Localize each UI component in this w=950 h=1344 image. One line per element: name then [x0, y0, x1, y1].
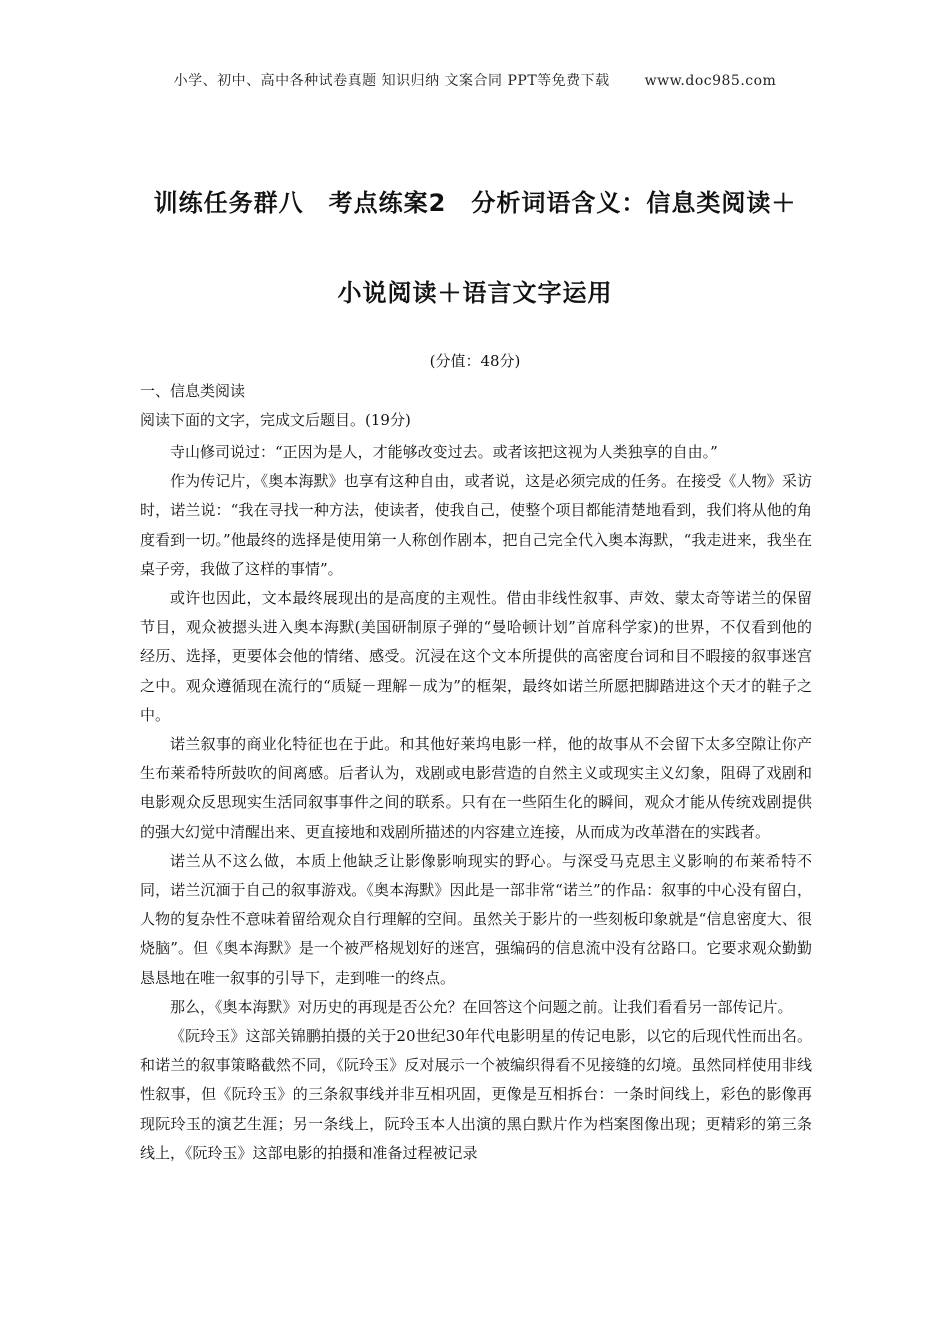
score-note: (分值：48分) — [429, 352, 521, 370]
page-header — [0, 70, 950, 90]
section-heading: 一、信息类阅读 — [140, 382, 246, 400]
header-url[interactable]: www.doc985.com — [644, 73, 777, 89]
paragraph: 诺兰从不这么做，本质上他缺乏让影像影响现实的野心。与深受马克思主义影响的布莱希特不同，诺兰沉湎于自己的叙事游戏。《奥本海默》因此是一部非常“诺兰”的作品：叙事的中心没有留白，人物的复杂性不意味着留给观众自行理解的空间。虽然关于影片的一些刻板印象就是“信息密度大、很烧脑”。但《奥本海默》是一个被严格规划好的迷宫，强编码的信息流中没有岔路口。它要求观众勤勤恳恳地在唯一叙事的引导下，走到唯一的终点。 — [140, 851, 812, 987]
paragraph: 作为传记片，《奥本海默》也享有这种自由，或者说，这是必须完成的任务。在接受《人物》采访时，诺兰说：“我在寻找一种方法，使读者，使我自己，使整个项目都能清楚地看到，我们将从他的角度看到一切。”他最终的选择是使用第一人称创作剧本，把自己完全代入奥本海默，“我走进来，我坐在桌子旁，我做了这样的事情”。 — [140, 472, 812, 578]
paragraph: 那么，《奥本海默》对历史的再现是否公允？在回答这个问题之前。让我们看看另一部传记片。 — [170, 997, 793, 1016]
document-title-line1: 训练任务群八 考点练案2 分析词语含义：信息类阅读＋ — [153, 189, 797, 217]
article-body — [140, 438, 812, 1168]
paragraph: 诺兰叙事的商业化特征也在于此。和其他好莱坞电影一样，他的故事从不会留下太多空隙让你产生布莱希特所鼓吹的间离感。后者认为，戏剧或电影营造的自然主义或现实主义幻象，阻碍了戏剧和电影观众反思现实生活同叙事事件之间的联系。只有在一些陌生化的瞬间，观众才能从传统戏剧提供的强大幻觉中清醒出来、更直接地和戏剧所描述的内容建立连接，从而成为改革潜在的实践者。 — [140, 735, 812, 841]
document-title-line2: 小说阅读＋语言文字运用 — [337, 279, 613, 307]
paragraph: 《阮玲玉》这部关锦鹏拍摄的关于20世纪30年代电影明星的传记电影，以它的后现代性而出名。和诺兰的叙事策略截然不同，《阮玲玉》反对展示一个被编织得看不见接缝的幻境。虽然同样使用非线性叙事，但《阮玲玉》的三条叙事线并非互相巩固，更像是互相拆台：一条时间线上，彩色的影像再现阮玲玉的演艺生涯；另一条线上，阮玲玉本人出演的黑白默片作为档案图像出现；更精彩的第三条线上，《阮玲玉》这部电影的拍摄和准备过程被记录 — [140, 1027, 812, 1162]
paragraph: 或许也因此，文本最终展现出的是高度的主观性。借由非线性叙事、声效、蒙太奇等诺兰的保留节目，观众被摁头进入奥本海默(美国研制原子弹的“曼哈顿计划”首席科学家)的世界，不仅看到他的经历、选择，更要体会他的情绪、感受。沉浸在这个文本所提供的高密度台词和目不暇接的叙事迷宫之中。观众遵循现在流行的“质疑－理解－成为”的框架，最终如诺兰所愿把脚踏进这个天才的鞋子之中。 — [140, 589, 812, 724]
header-text: 小学、初中、高中各种试卷真题 知识归纳 文案合同 PPT等免费下载 — [173, 73, 610, 89]
instruction: 阅读下面的文字，完成文后题目。(19分) — [140, 411, 411, 429]
paragraph: 寺山修司说过：“正因为是人，才能够改变过去。或者该把这视为人类独享的自由。” — [170, 443, 718, 461]
